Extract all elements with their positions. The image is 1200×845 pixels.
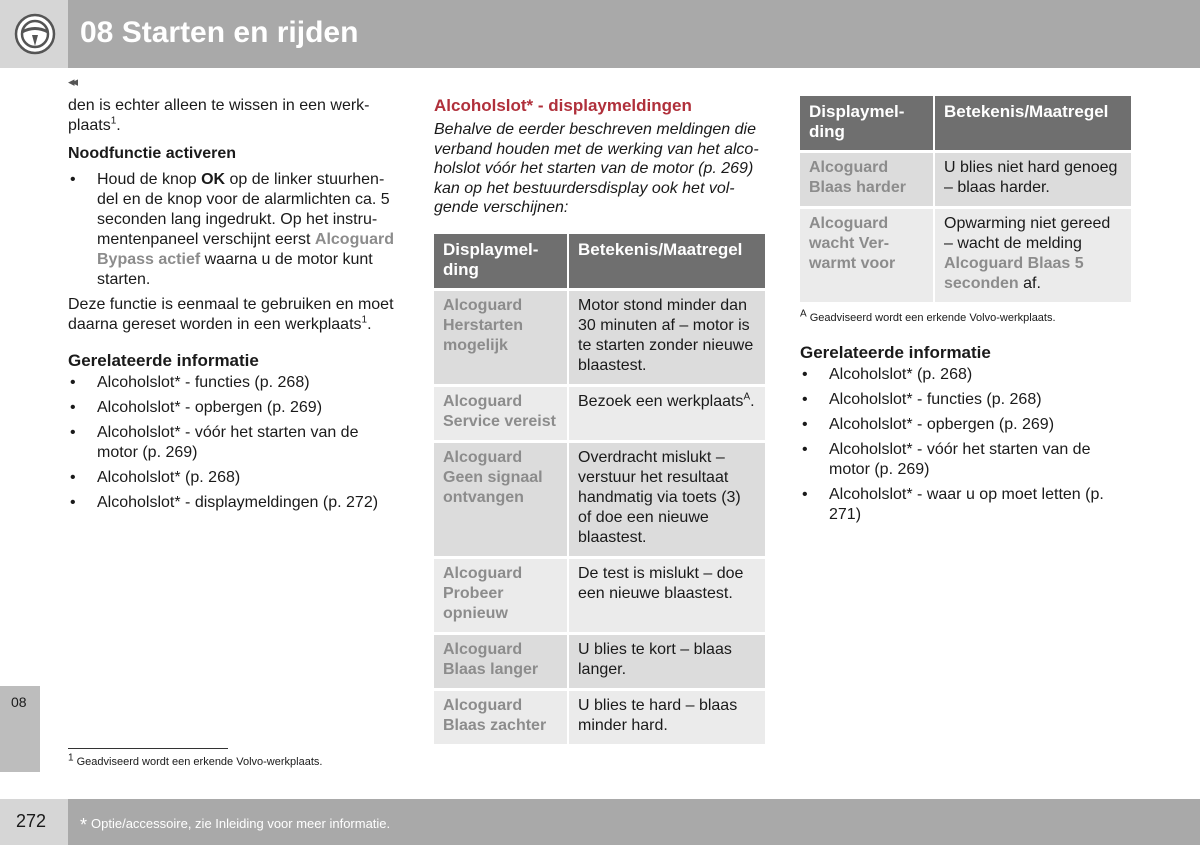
related-info-list: [800, 365, 1132, 525]
table-header-display: Displaymelding: [800, 96, 935, 153]
table-header-meaning: Betekenis/Maatregel: [935, 96, 1131, 153]
table-row: [434, 691, 765, 747]
cell-end: .: [750, 392, 755, 410]
chapter-title: 08 Starten en rijden: [80, 16, 359, 49]
steering-wheel-icon: [14, 13, 56, 55]
noodfunctie-heading: Noodfunctie activeren: [68, 145, 237, 162]
page-number: 272: [16, 811, 47, 831]
table-cell-meaning: U blies niet hard genoeg – blaas harder.: [935, 153, 1131, 209]
footnote-ref: 1: [361, 314, 368, 326]
footnote-divider: [68, 748, 228, 749]
table-header-row: [434, 234, 765, 291]
asterisk-icon: *: [80, 815, 88, 835]
table-cell-meaning: U blies te hard – blaas minder hard.: [569, 691, 765, 747]
chapter-tab-label: 08: [11, 694, 27, 710]
table-cell-meaning: [935, 209, 1131, 305]
table-cell-meaning: [569, 387, 765, 443]
related-link[interactable]: • Alcoholslot* - vóór het starten van de motor (p. 269): [68, 423, 400, 463]
footnote-mark: 1: [68, 752, 74, 764]
table-cell-message: Alcoguard Blaas langer: [434, 635, 569, 691]
table-cell-meaning: Overdracht mislukt – verstuur het resultaat handmatig via toets (3) of doe een nieuwe blaastest.: [569, 443, 765, 559]
footnote-ref: A: [743, 391, 751, 403]
column-left: [68, 96, 400, 518]
table-cell-message: Alcoguard Blaas zachter: [434, 691, 569, 747]
back-arrows-icon[interactable]: ◂◂: [68, 74, 76, 89]
table-footnote: [800, 308, 1132, 325]
footnote-ref: 1: [110, 115, 117, 127]
table-row: [434, 559, 765, 635]
chapter-icon-box: [0, 0, 68, 68]
display-message-ref: Alcoguard Bypass actief: [97, 231, 395, 268]
footnote-mark: A: [800, 308, 807, 320]
display-messages-table: [434, 234, 765, 747]
table-cell-message: Alcoguard Probeer opnieuw: [434, 559, 569, 635]
intro-text: den is echter alleen te wissen in een werkplaats: [68, 97, 370, 134]
cell-text: af.: [1018, 275, 1041, 292]
intro-paragraph: [68, 96, 400, 136]
related-link[interactable]: • Alcoholslot* - opbergen (p. 269): [68, 398, 400, 418]
column-right: [800, 96, 1132, 530]
footnote-text: Geadviseerd wordt een erkende Volvo-werkplaats.: [76, 756, 323, 768]
related-link[interactable]: • Alcoholslot* - displaymeldingen (p. 272): [68, 493, 400, 513]
table-row: [434, 387, 765, 443]
related-link[interactable]: • Alcoholslot* (p. 268): [800, 365, 1132, 385]
reset-text: Deze functie is eenmaal te gebruiken en moet daarna gereset worden in een werkplaats: [68, 296, 394, 333]
table-row: [800, 209, 1131, 305]
table-cell-meaning: Motor stond minder dan 30 minuten af – motor is te starten zonder nieuwe blaastest.: [569, 291, 765, 387]
table-cell-meaning: U blies te kort – blaas langer.: [569, 635, 765, 691]
page-footer: [0, 799, 1200, 845]
bullet-text: op de linker stuurhendel en de knop voor de alarmlichten ca. 5 seconden lang ingedrukt. Op het instrumentenpaneel verschijnt eerst: [97, 171, 390, 248]
related-link[interactable]: • Alcoholslot* - waar u op moet letten (p. 271): [800, 485, 1132, 525]
related-link[interactable]: • Alcoholslot* (p. 268): [68, 468, 400, 488]
ok-button-ref: OK: [201, 171, 226, 188]
related-link[interactable]: • Alcoholslot* - opbergen (p. 269): [800, 415, 1132, 435]
footer-note: [80, 814, 390, 835]
list-item: [68, 170, 400, 290]
table-header-row: [800, 96, 1131, 153]
intro-end: .: [116, 117, 121, 134]
table-cell-message: Alcoguard Geen signaal ontvangen: [434, 443, 569, 559]
display-message-ref: Alcoguard Blaas 5 seconden: [944, 255, 1084, 292]
cell-text: Opwarming niet gereed – wacht de melding: [944, 215, 1111, 252]
table-row: [434, 291, 765, 387]
table-header-meaning: Betekenis/Maatregel: [569, 234, 765, 291]
bullet-text: Houd de knop: [97, 171, 202, 188]
footer-note-text: Optie/accessoire, zie Inleiding voor meer informatie.: [91, 816, 391, 831]
related-info-heading: Gerelateerde informatie: [68, 351, 259, 370]
section-title: Alcoholslot* - displaymeldingen: [434, 96, 692, 115]
column-middle: [434, 96, 766, 747]
table-cell-message: Alcoguard wacht Verwarmt voor: [800, 209, 935, 305]
related-link[interactable]: • Alcoholslot* - functies (p. 268): [800, 390, 1132, 410]
bullet-text: waarna u de motor kunt starten.: [97, 251, 373, 288]
page-footnote: [68, 752, 323, 769]
section-intro: Behalve de eerder beschreven meldingen die verband houden met de werking van het alcoholslot vóór het starten van de motor (p. 269) kan op het bestuurdersdisplay ook het volgende verschijnen:: [434, 121, 759, 216]
table-cell-meaning: De test is mislukt – doe een nieuwe blaastest.: [569, 559, 765, 635]
related-link[interactable]: • Alcoholslot* - functies (p. 268): [68, 373, 400, 393]
table-header-display: Displaymelding: [434, 234, 569, 291]
related-info-list: [68, 373, 400, 513]
reset-end: .: [367, 316, 372, 333]
table-row: [434, 635, 765, 691]
related-info-heading: Gerelateerde informatie: [800, 343, 991, 362]
table-cell-message: Alcoguard Blaas harder: [800, 153, 935, 209]
table-cell-message: Alcoguard Service vereist: [434, 387, 569, 443]
related-link[interactable]: • Alcoholslot* - vóór het starten van de motor (p. 269): [800, 440, 1132, 480]
table-row: [434, 443, 765, 559]
noodfunctie-list: [68, 170, 400, 290]
chapter-header: [0, 0, 1200, 68]
footnote-text: Geadviseerd wordt een erkende Volvo-werkplaats.: [809, 312, 1056, 324]
table-cell-message: Alcoguard Herstarten mogelijk: [434, 291, 569, 387]
cell-text: Bezoek een werkplaats: [578, 392, 744, 410]
table-row: [800, 153, 1131, 209]
display-messages-table-continued: [800, 96, 1131, 305]
reset-paragraph: [68, 295, 400, 335]
